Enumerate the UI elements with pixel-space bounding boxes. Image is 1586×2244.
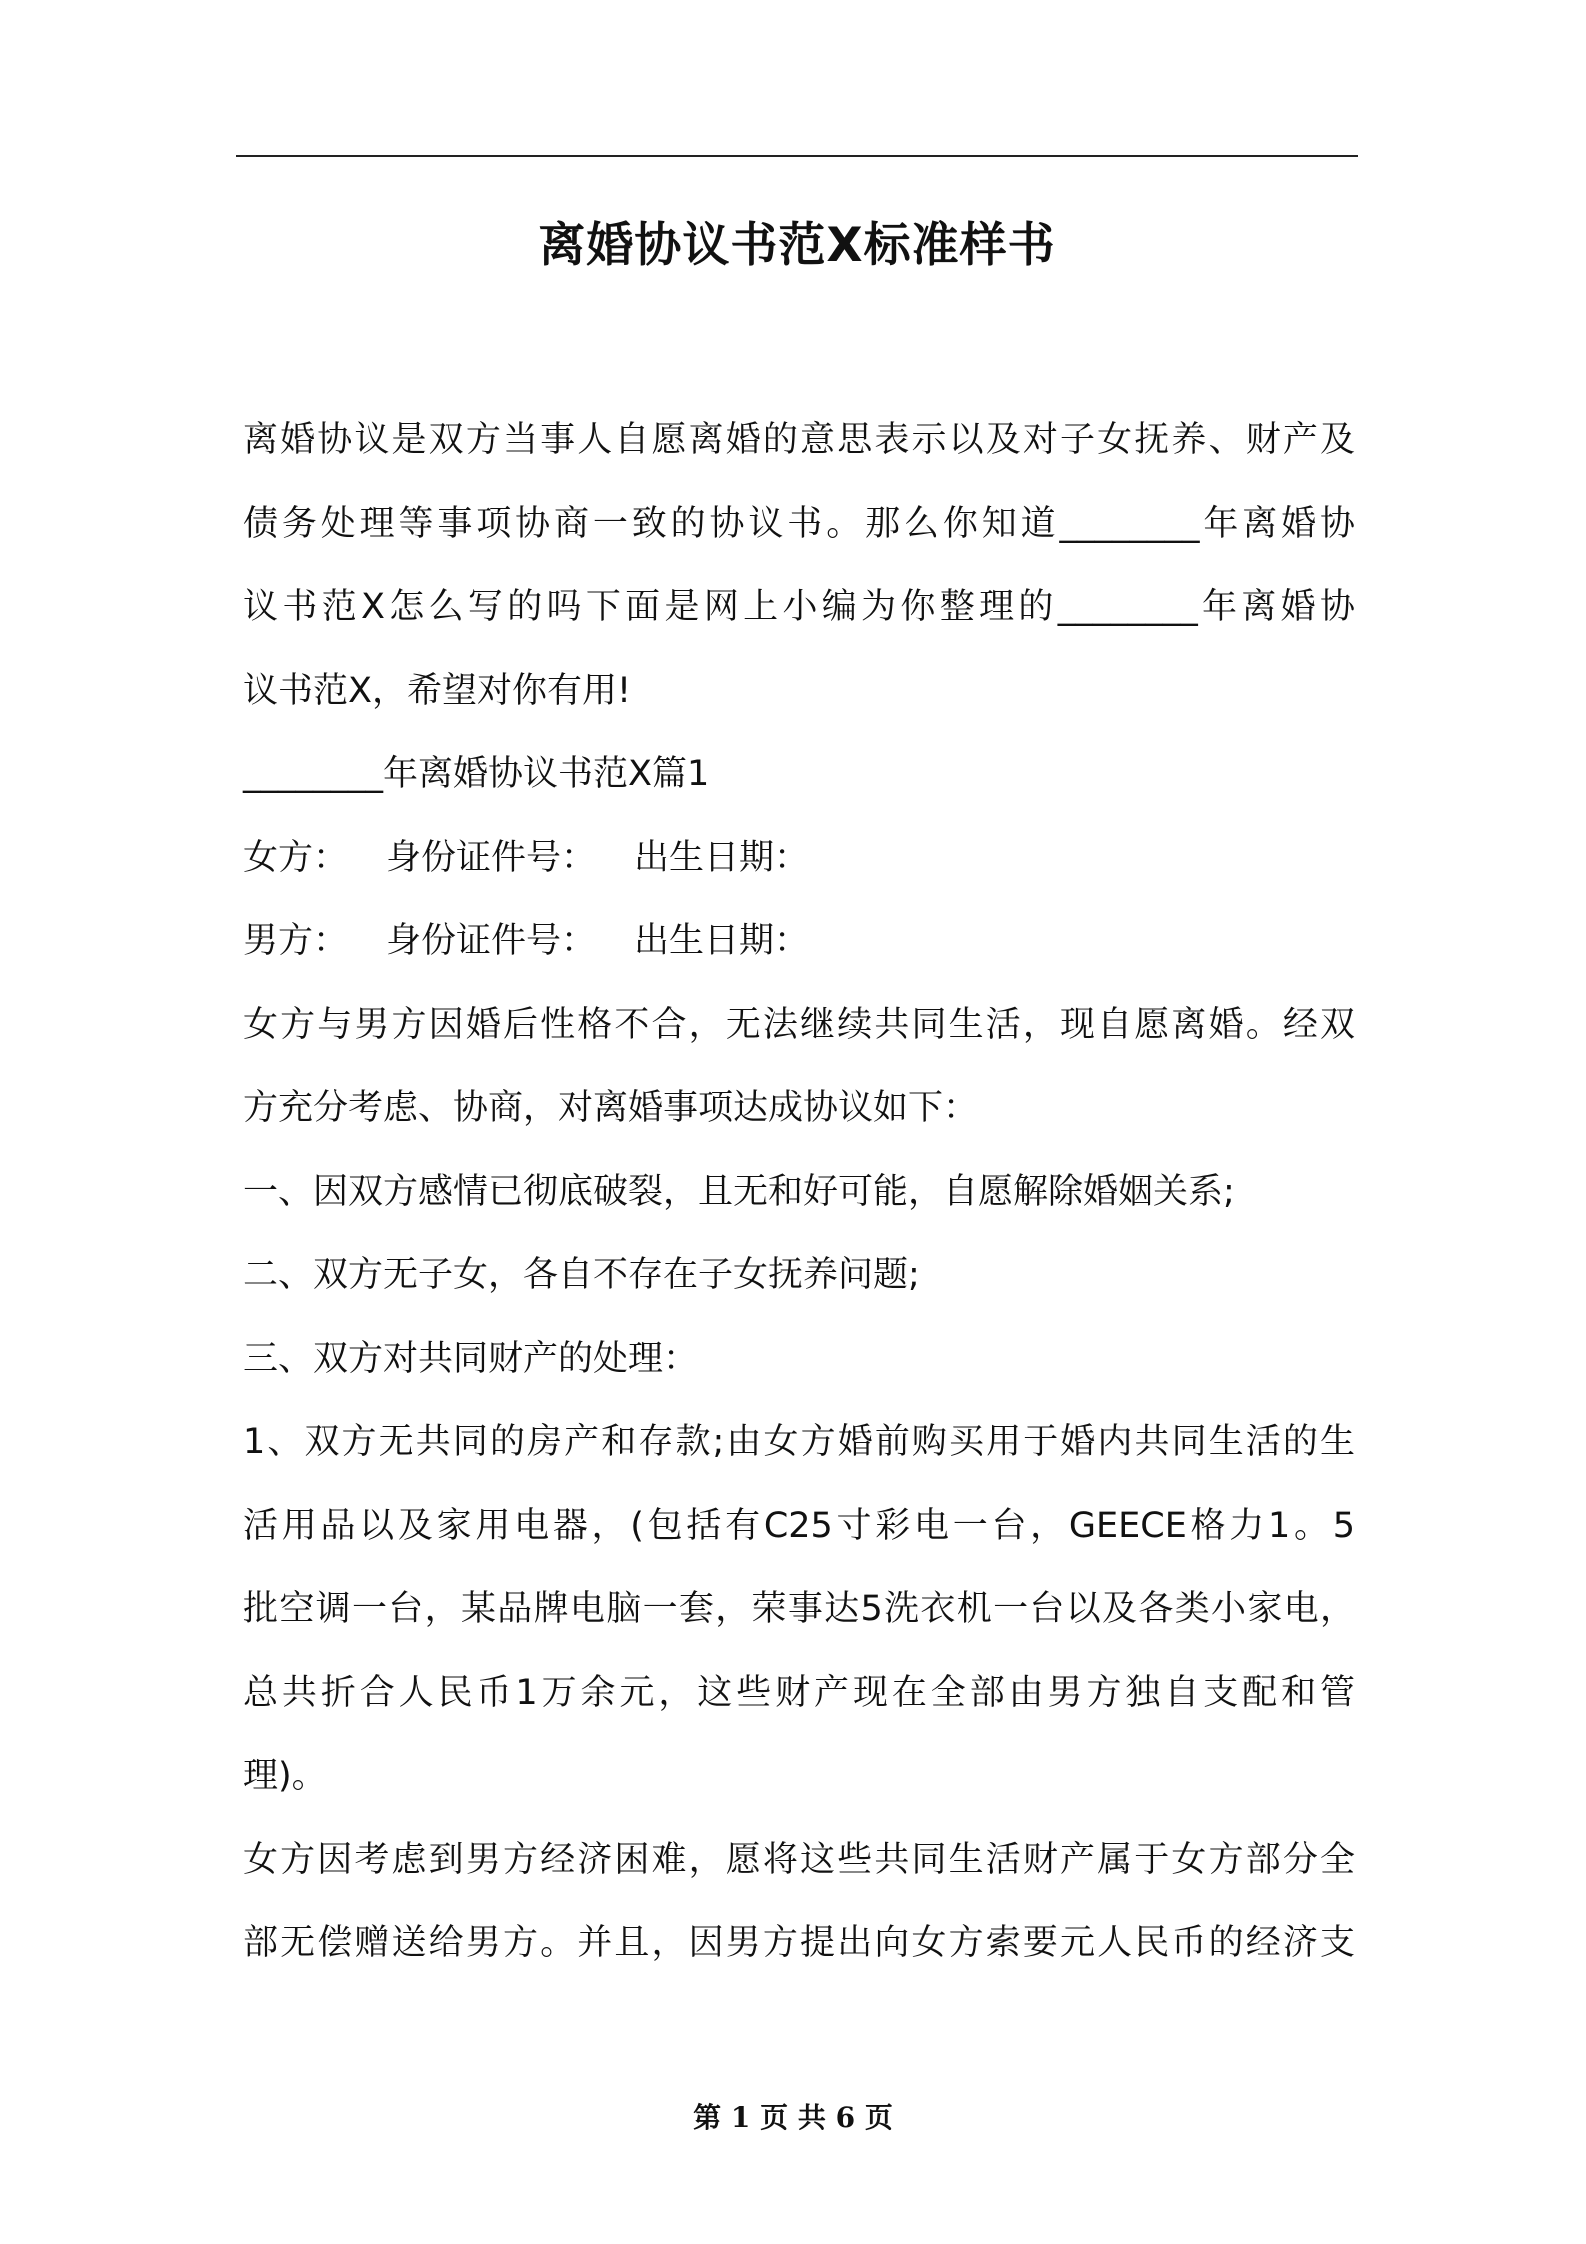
body-line: 债务处理等事项协商一致的协议书。那么你知道________年离婚协 (243, 503, 1355, 544)
header-rule (236, 155, 1358, 157)
birth-date-label: 出生日期： (634, 921, 810, 961)
id-number-label: 身份证件号： (386, 837, 597, 878)
party-line-female (243, 817, 1355, 901)
clause-line: 方充分考虑、协商，对离婚事项达成协议如下： (243, 1088, 979, 1128)
document-body (243, 399, 1355, 1986)
page-number-footer: 第 1 页 共 6 页 (693, 2101, 893, 2134)
party-role-label: 男方： (243, 921, 349, 961)
clause-line: 总共折合人民币1万余元，这些财产现在全部由男方独自支配和管 (243, 1672, 1355, 1713)
body-line: 议书范X怎么写的吗下面是网上小编为你整理的________年离婚协 (243, 587, 1355, 627)
id-number-label: 身份证件号： (386, 921, 597, 961)
clause-line: 女方与男方因婚后性格不合，无法继续共同生活，现自愿离婚。经双 (243, 1004, 1355, 1045)
birth-date-label: 出生日期： (634, 837, 810, 878)
document-title: 离婚协议书范X标准样书 (538, 218, 1056, 273)
clause-line: 理)。 (243, 1756, 327, 1796)
clause-line: 一、因双方感情已彻底破裂，且无和好可能，自愿解除婚姻关系; (243, 1171, 1235, 1212)
body-line: 议书范X，希望对你有用! (243, 670, 632, 711)
party-role-label: 女方： (243, 837, 349, 878)
clause-line: 三、双方对共同财产的处理： (243, 1338, 699, 1379)
clause-line: 女方因考虑到男方经济困难，愿将这些共同生活财产属于女方部分全 (243, 1839, 1355, 1880)
clause-line: 二、双方无子女，各自不存在子女抚养问题; (243, 1255, 920, 1295)
section-heading: ________年离婚协议书范X篇1 (243, 754, 710, 794)
clause-line: 部无偿赠送给男方。并且，因男方提出向女方索要元人民币的经济支 (243, 1923, 1355, 1963)
clause-line: 1、双方无共同的房产和存款;由女方婚前购买用于婚内共同生活的生 (243, 1422, 1355, 1462)
clause-line: 批空调一台，某品牌电脑一套，荣事达5洗衣机一台以及各类小家电， (243, 1589, 1355, 1629)
clause-line: 活用品以及家用电器，(包括有C25寸彩电一台，GEECE格力1。5 (243, 1505, 1355, 1546)
body-line: 离婚协议是双方当事人自愿离婚的意思表示以及对子女抚养、财产及 (243, 420, 1355, 460)
party-line-male (243, 900, 1355, 984)
